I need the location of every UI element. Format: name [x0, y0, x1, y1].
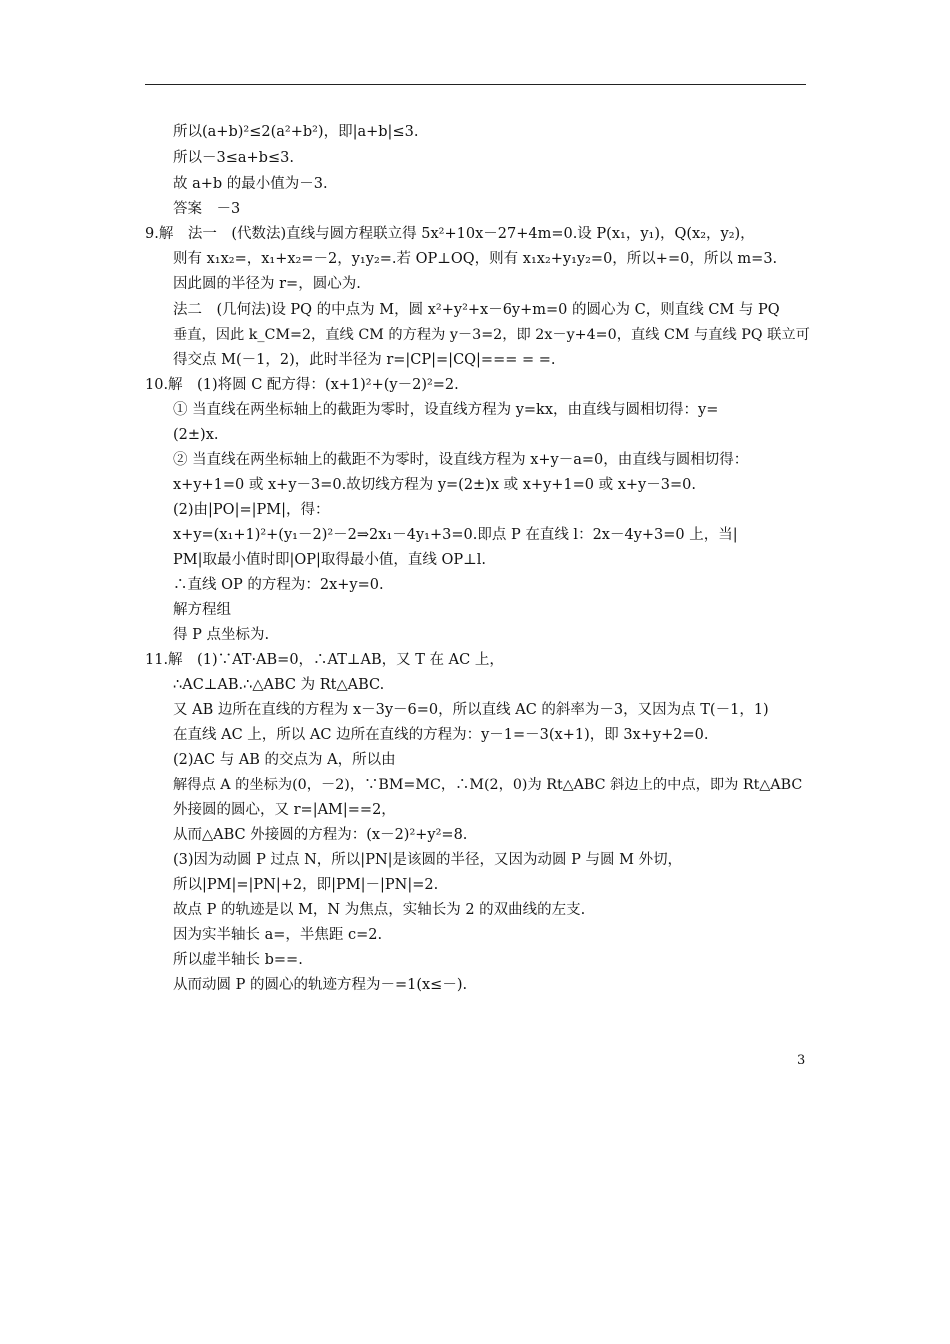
- text-line: 10.解 (1)将圆 C 配方得：(x+1)²+(y－2)²=2.: [145, 377, 459, 393]
- text-line: 因此圆的半径为 r=，圆心为.: [173, 276, 361, 292]
- text-line: (2)由|PO|=|PM|，得：: [173, 502, 330, 518]
- text-line: x+y=(x₁+1)²+(y₁－2)²－2⇒2x₁－4y₁+3=0.即点 P 在直线 l：2x－4y+3=0 上，当|: [173, 527, 738, 543]
- text-line: ∴AC⊥AB.∴△ABC 为 Rt△ABC.: [173, 677, 385, 693]
- text-line: 9.解 法一 (代数法)直线与圆方程联立得 5x²+10x－27+4m=0.设 P(x₁，y₁)，Q(x₂，y₂)，: [145, 226, 755, 242]
- text-line: 所以－3≤a+b≤3.: [173, 150, 294, 166]
- text-line: PM|取最小值时即|OP|取得最小值，直线 OP⊥l.: [173, 552, 487, 568]
- text-line: 解方程组: [173, 602, 231, 618]
- text-line: 得 P 点坐标为.: [173, 627, 270, 643]
- text-line: 答案 －3: [173, 201, 241, 217]
- text-line: 所以|PM|=|PN|+2，即|PM|－|PN|=2.: [173, 877, 439, 893]
- header-rule: [145, 84, 806, 85]
- text-line: ① 当直线在两坐标轴上的截距为零时，设直线方程为 y=kx，由直线与圆相切得：y=: [173, 402, 719, 418]
- text-line: 得交点 M(－1，2)，此时半径为 r=|CP|=|CQ|=== = =.: [173, 352, 556, 368]
- text-line: 垂直，因此 k_CM=2，直线 CM 的方程为 y－3=2，即 2x－y+4=0，直线 CM 与直线 PQ 联立可: [173, 327, 810, 343]
- text-line: 因为实半轴长 a=，半焦距 c=2.: [173, 927, 383, 943]
- text-line: (2±)x.: [173, 427, 219, 443]
- text-line: 法二 (几何法)设 PQ 的中点为 M，圆 x²+y²+x－6y+m=0 的圆心为 C，则直线 CM 与 PQ: [173, 302, 780, 318]
- text-line: 则有 x₁x₂=，x₁+x₂=－2，y₁y₂=.若 OP⊥OQ，则有 x₁x₂+y₁y₂=0，所以+=0，所以 m=3.: [173, 251, 778, 267]
- text-line: ∴直线 OP 的方程为：2x+y=0.: [173, 577, 384, 593]
- page-number: 3: [797, 1053, 806, 1068]
- text-line: 所以虚半轴长 b==.: [173, 952, 303, 968]
- text-line: 故点 P 的轨迹是以 M，N 为焦点，实轴长为 2 的双曲线的左支.: [173, 902, 586, 918]
- text-line: 11.解 (1)∵AT·AB=0，∴AT⊥AB，又 T 在 AC 上，: [145, 652, 504, 668]
- text-line: (3)因为动圆 P 过点 N，所以|PN|是该圆的半径，又因为动圆 P 与圆 M 外切，: [173, 852, 683, 868]
- text-line: 解得点 A 的坐标为(0，－2)，∵BM=MC，∴M(2，0)为 Rt△ABC 斜边上的中点，即为 Rt△ABC: [173, 777, 803, 793]
- text-line: 从而动圆 P 的圆心的轨迹方程为－=1(x≤－).: [173, 977, 468, 993]
- text-line: 外接圆的圆心，又 r=|AM|==2，: [173, 802, 396, 818]
- text-line: 又 AB 边所在直线的方程为 x－3y－6=0，所以直线 AC 的斜率为－3，又因为点 T(－1，1): [173, 702, 769, 718]
- text-line: 在直线 AC 上，所以 AC 边所在直线的方程为：y－1=－3(x+1)，即 3x+y+2=0.: [173, 727, 709, 743]
- text-line: (2)AC 与 AB 的交点为 A，所以由: [173, 752, 396, 768]
- text-line: x+y+1=0 或 x+y－3=0.故切线方程为 y=(2±)x 或 x+y+1=0 或 x+y－3=0.: [173, 477, 696, 493]
- text-line: 所以(a+b)²≤2(a²+b²)，即|a+b|≤3.: [173, 124, 419, 140]
- text-line: 故 a+b 的最小值为－3.: [173, 176, 328, 192]
- text-line: 从而△ABC 外接圆的方程为：(x－2)²+y²=8.: [173, 827, 468, 843]
- text-line: ② 当直线在两坐标轴上的截距不为零时，设直线方程为 x+y－a=0，由直线与圆相切得：: [173, 452, 749, 468]
